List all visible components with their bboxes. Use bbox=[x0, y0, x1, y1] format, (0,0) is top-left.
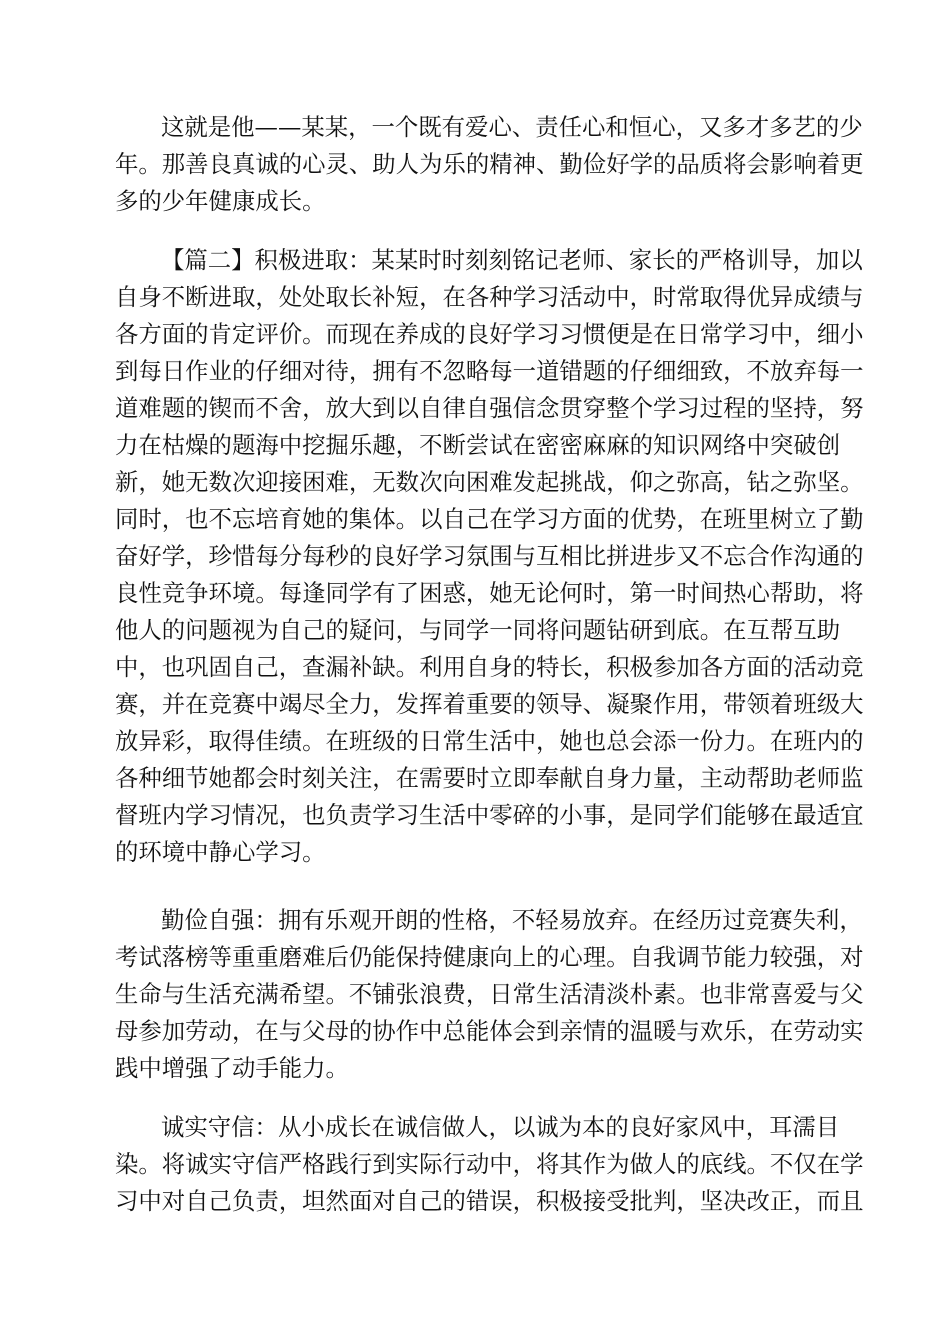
text-line: 【篇二】积极进取：某某时时刻刻铭记老师、家长的严格训导，加以 bbox=[161, 246, 863, 274]
text-line: 的环境中静心学习。 bbox=[115, 838, 326, 866]
text-line: 各种细节她都会时刻关注，在需要时立即奉献自身力量，主动帮助老师监 bbox=[115, 764, 864, 792]
text-line: 染。将诚实守信严格践行到实际行动中，将其作为做人的底线。不仅在学 bbox=[115, 1150, 864, 1178]
text-line: 力在枯燥的题海中挖掘乐趣，不断尝试在密密麻麻的知识网络中突破创 bbox=[115, 431, 841, 459]
text-line: 他人的问题视为自己的疑问，与同学一同将问题钻研到底。在互帮互助 bbox=[115, 616, 841, 644]
text-line: 多的少年健康成长。 bbox=[115, 187, 326, 215]
text-line: 放异彩，取得佳绩。在班级的日常生活中，她也总会添一份力。在班内的 bbox=[115, 727, 864, 755]
text-line: 到每日作业的仔细对待，拥有不忽略每一道错题的仔细细致，不放弃每一 bbox=[115, 357, 864, 385]
text-line: 中，也巩固自己，查漏补缺。利用自身的特长，积极参加各方面的活动竞 bbox=[115, 653, 864, 681]
text-line: 道难题的锲而不舍，放大到以自律自强信念贯穿整个学习过程的坚持，努 bbox=[115, 394, 864, 422]
text-line: 勤俭自强：拥有乐观开朗的性格，不轻易放弃。在经历过竞赛失利， bbox=[161, 906, 863, 934]
text-line: 母参加劳动，在与父母的协作中总能体会到亲情的温暖与欢乐，在劳动实 bbox=[115, 1017, 864, 1045]
text-line: 督班内学习情况，也负责学习生活中零碎的小事，是同学们能够在最适宜 bbox=[115, 801, 864, 829]
text-line: 这就是他——某某，一个既有爱心、责任心和恒心，又多才多艺的少 bbox=[161, 113, 863, 141]
text-line: 诚实守信：从小成长在诚信做人，以诚为本的良好家风中，耳濡目 bbox=[161, 1113, 840, 1141]
text-line: 奋好学，珍惜每分每秒的良好学习氛围与互相比拼进步又不忘合作沟通的 bbox=[115, 542, 864, 570]
text-line: 习中对自己负责，坦然面对自己的错误，积极接受批判，坚决改正，而且 bbox=[115, 1187, 864, 1215]
text-line: 同时，也不忘培育她的集体。以自己在学习方面的优势，在班里树立了勤 bbox=[115, 505, 864, 533]
text-line: 赛，并在竞赛中竭尽全力，发挥着重要的领导、凝聚作用，带领着班级大 bbox=[115, 690, 864, 718]
text-line: 各方面的肯定评价。而现在养成的良好学习习惯便是在日常学习中，细小 bbox=[115, 320, 864, 348]
text-line: 良性竞争环境。每逢同学有了困惑，她无论何时，第一时间热心帮助，将 bbox=[115, 579, 864, 607]
text-line: 年。那善良真诚的心灵、助人为乐的精神、勤俭好学的品质将会影响着更 bbox=[115, 150, 864, 178]
text-line: 践中增强了动手能力。 bbox=[115, 1054, 349, 1082]
text-line: 考试落榜等重重磨难后仍能保持健康向上的心理。自我调节能力较强，对 bbox=[115, 943, 864, 971]
text-line: 新，她无数次迎接困难，无数次向困难发起挑战，仰之弥高，钻之弥坚。 bbox=[115, 468, 864, 496]
text-line: 生命与生活充满希望。不铺张浪费，日常生活清淡朴素。也非常喜爱与父 bbox=[115, 980, 864, 1008]
text-line: 自身不断进取，处处取长补短，在各种学习活动中，时常取得优异成绩与 bbox=[115, 283, 864, 311]
